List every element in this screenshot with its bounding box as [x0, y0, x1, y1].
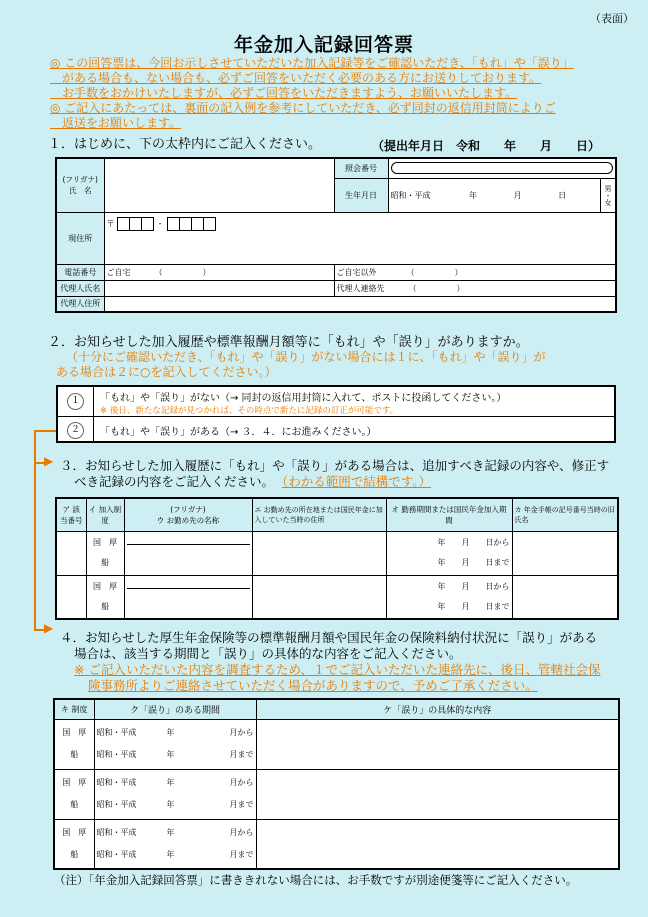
period-cell[interactable]: [94, 769, 256, 819]
col-a: ア 該当番号: [56, 498, 86, 531]
choice1-note: ※ 後日、新たな記録が見つかれば、その時点で新たに記録の訂正が可能です。: [100, 406, 399, 416]
birth-era: 昭和・平成: [390, 190, 431, 200]
section1-heading: １．はじめに、下の太枠内にご記入ください。: [48, 137, 322, 152]
intro-line: がある場合も、ない場合も、必ずご回答をいただく必要のある方にお送りしております。: [50, 71, 542, 85]
period-cell[interactable]: [386, 531, 512, 575]
error-table: [53, 698, 620, 870]
system-cell[interactable]: [54, 769, 94, 819]
table-row: [56, 575, 618, 619]
section2-note: [56, 350, 546, 380]
table-row: [56, 531, 618, 575]
choice1-label: 「もれ」や「誤り」がない（→ 同封の返信用封筒に入れて、ポストに投函してください。）: [100, 393, 507, 404]
system-cell[interactable]: [54, 719, 94, 769]
birth-label: 生年月日: [334, 178, 388, 212]
from-unit: 月から: [229, 728, 254, 737]
year-unit: 年: [166, 750, 175, 759]
system-line: 国 厚: [62, 827, 87, 837]
cell-input[interactable]: [56, 531, 86, 575]
period-cell[interactable]: [386, 575, 512, 619]
year-unit: 年: [166, 827, 175, 837]
col-ki: キ 制度: [54, 699, 94, 719]
arrow-icon: ▶: [44, 454, 54, 468]
system-cell[interactable]: [54, 819, 94, 869]
side-label: （表面）: [590, 12, 634, 25]
choice2-number: ２: [67, 422, 84, 439]
agent-name-field[interactable]: [104, 280, 334, 296]
period-to: 年 月 日まで: [437, 601, 510, 611]
home-paren: （ ）: [154, 267, 211, 277]
section2-heading: ２．お知らせした加入履歴や標準報酬月額等に「もれ」や「誤り」がありますか。: [48, 335, 529, 350]
table-row: [54, 769, 619, 819]
agent-addr-label: 代理人住所: [56, 296, 104, 312]
period-from: 年 月 日から: [437, 581, 510, 591]
cell-input[interactable]: [56, 575, 86, 619]
system-line: 船: [70, 750, 79, 759]
name-input[interactable]: [104, 158, 334, 212]
period-from: 年 月 日から: [437, 538, 510, 547]
section3-heading-line: べき記録の内容をご記入ください。: [74, 474, 275, 489]
year-unit: 年: [166, 778, 175, 787]
address-label: 現住所: [56, 212, 104, 264]
to-unit: 月まで: [229, 750, 254, 759]
other-label: ご自宅以外: [336, 267, 377, 277]
section4-note: ※ ご記入いただいた内容を調査するため、１でご記入いただいた連絡先に、後日、管轄社会保: [74, 662, 601, 677]
col-u: (フリガナ) ウ お勤め先の名称: [124, 498, 252, 531]
choice-box: [56, 385, 616, 443]
to-unit: 月まで: [229, 800, 254, 809]
agent-contact-paren: （ ）: [408, 283, 465, 293]
col-ku: ク「誤り」のある期間: [94, 699, 256, 719]
system-line: 国 厚: [62, 778, 87, 787]
era: 昭和・平成: [96, 750, 137, 759]
address-field[interactable]: 〒 -: [104, 212, 616, 264]
choice1-cell[interactable]: [58, 387, 94, 417]
system-line: 船: [70, 849, 79, 859]
arrow-icon: ▶: [44, 621, 54, 635]
era: 昭和・平成: [96, 827, 137, 837]
year-unit: 年: [166, 728, 175, 737]
home-phone-field[interactable]: [104, 264, 334, 280]
choice1-number: １: [67, 393, 84, 410]
agent-contact-label: 代理人連絡先: [336, 283, 385, 293]
page-title: 年金加入記録回答票: [233, 34, 414, 56]
from-unit: 月から: [229, 827, 254, 837]
system-line: 国 厚: [93, 538, 117, 547]
period-cell[interactable]: [94, 719, 256, 769]
choice2-cell[interactable]: [58, 417, 94, 443]
other-paren: （ ）: [406, 267, 463, 277]
col-ke: ケ「誤り」の具体的な内容: [256, 699, 619, 719]
section4-heading: [60, 630, 600, 694]
detail-input[interactable]: [256, 769, 619, 819]
name-label: (フリガナ) 氏 名: [56, 158, 104, 212]
intro-line: ◎ ご記入にあたっては、裏面の記入例を参考にしていただき、必ず同封の返信用封筒によりご: [50, 101, 556, 115]
col-ka: カ 年金手帳の記号番号当時の旧氏名: [512, 498, 618, 531]
detail-input[interactable]: [256, 719, 619, 769]
section2-note-line: （十分にご確認いただき、「もれ」や「誤り」がない場合には１に、「もれ」や「誤り」が: [66, 350, 546, 364]
system-cell[interactable]: [86, 575, 124, 619]
section3-heading: [60, 458, 609, 490]
other-phone-field[interactable]: [334, 264, 616, 280]
agent-addr-field[interactable]: [104, 296, 616, 312]
to-unit: 月まで: [229, 849, 254, 859]
system-line: 国 厚: [93, 581, 117, 591]
ref-no-label: 照会番号: [334, 158, 388, 178]
col-i: イ 加入制度: [86, 498, 124, 531]
history-table: [55, 497, 619, 620]
cell-input[interactable]: [512, 531, 618, 575]
section3-heading-line: ３．お知らせした加入履歴に「もれ」や「誤り」がある場合は、追加すべき記録の内容や、修正す: [60, 458, 610, 473]
intro-notes: [50, 56, 630, 131]
choice2-label: 「もれ」や「誤り」がある（→ ３．４．にお進みください。）: [100, 427, 377, 438]
section3-note: （わかる範囲で結構です。）: [282, 474, 432, 489]
system-line: 船: [101, 601, 109, 611]
table-row: [54, 719, 619, 769]
era: 昭和・平成: [96, 728, 137, 737]
submit-date: （提出年月日 令和 年 月 日）: [372, 139, 601, 153]
detail-input[interactable]: [256, 819, 619, 869]
system-cell[interactable]: [86, 531, 124, 575]
home-label: ご自宅: [106, 267, 131, 277]
section4-note: 険事務所よりご連絡させていただく場合がありますので、予めご了承ください。: [88, 678, 538, 693]
phone-label: 電話番号: [56, 264, 104, 280]
sex-field[interactable]: 男・女: [600, 178, 616, 212]
section4-heading-line: ４．お知らせした厚生年金保険等の標準報酬月額や国民年金の保険料納付状況に「誤り」がある: [60, 630, 598, 645]
section4-heading-line: 場合は、該当する期間と「誤り」の具体的な内容をご記入ください。: [74, 646, 462, 661]
system-line: 船: [101, 558, 109, 567]
cell-input[interactable]: [252, 575, 386, 619]
year-unit: 年: [166, 849, 175, 859]
system-line: 船: [70, 800, 79, 809]
cell-input[interactable]: [124, 531, 252, 575]
period-to: 年 月 日まで: [437, 558, 510, 567]
cell-input[interactable]: [252, 531, 386, 575]
footer-note: （注）「年金加入記録回答票」に書ききれない場合には、お手数ですが別途便箋等にご記入ください。: [54, 873, 578, 887]
section2-note-line: ある場合は２に○を記入してください。）: [56, 365, 277, 379]
system-line: 国 厚: [62, 728, 87, 737]
from-unit: 月から: [229, 778, 254, 787]
cell-input[interactable]: [512, 575, 618, 619]
table-row: [54, 819, 619, 869]
col-e: エ お勤め先の所在地または国民年金に加入していた当時の住所: [252, 498, 386, 531]
period-cell[interactable]: [94, 819, 256, 869]
col-o: オ 勤務期間または国民年金加入期間: [386, 498, 512, 531]
applicant-form: [55, 157, 617, 313]
era: 昭和・平成: [96, 800, 137, 809]
cell-input[interactable]: [124, 575, 252, 619]
intro-line: ◎ この回答票は、今回お示しさせていただいた加入記録等をご確認いただき、「もれ」や「誤り」: [50, 56, 574, 70]
agent-name-label: 代理人氏名: [56, 280, 104, 296]
intro-line: 返送をお願いします。: [50, 116, 182, 130]
intro-line: お手数をおかけいたしますが、必ずご回答をいただきますよう、お願いいたします。: [50, 86, 518, 100]
birth-month-unit: 月: [513, 190, 522, 200]
era: 昭和・平成: [96, 849, 137, 859]
era: 昭和・平成: [96, 778, 137, 787]
birth-day-unit: 日: [558, 190, 567, 200]
birth-field[interactable]: [388, 178, 600, 212]
choice1-text: [94, 387, 614, 417]
ref-no-field[interactable]: [388, 158, 616, 178]
postal-mark: 〒: [106, 219, 115, 228]
agent-contact-field[interactable]: [334, 280, 616, 296]
birth-year-unit: 年: [469, 190, 478, 200]
year-unit: 年: [166, 800, 175, 809]
